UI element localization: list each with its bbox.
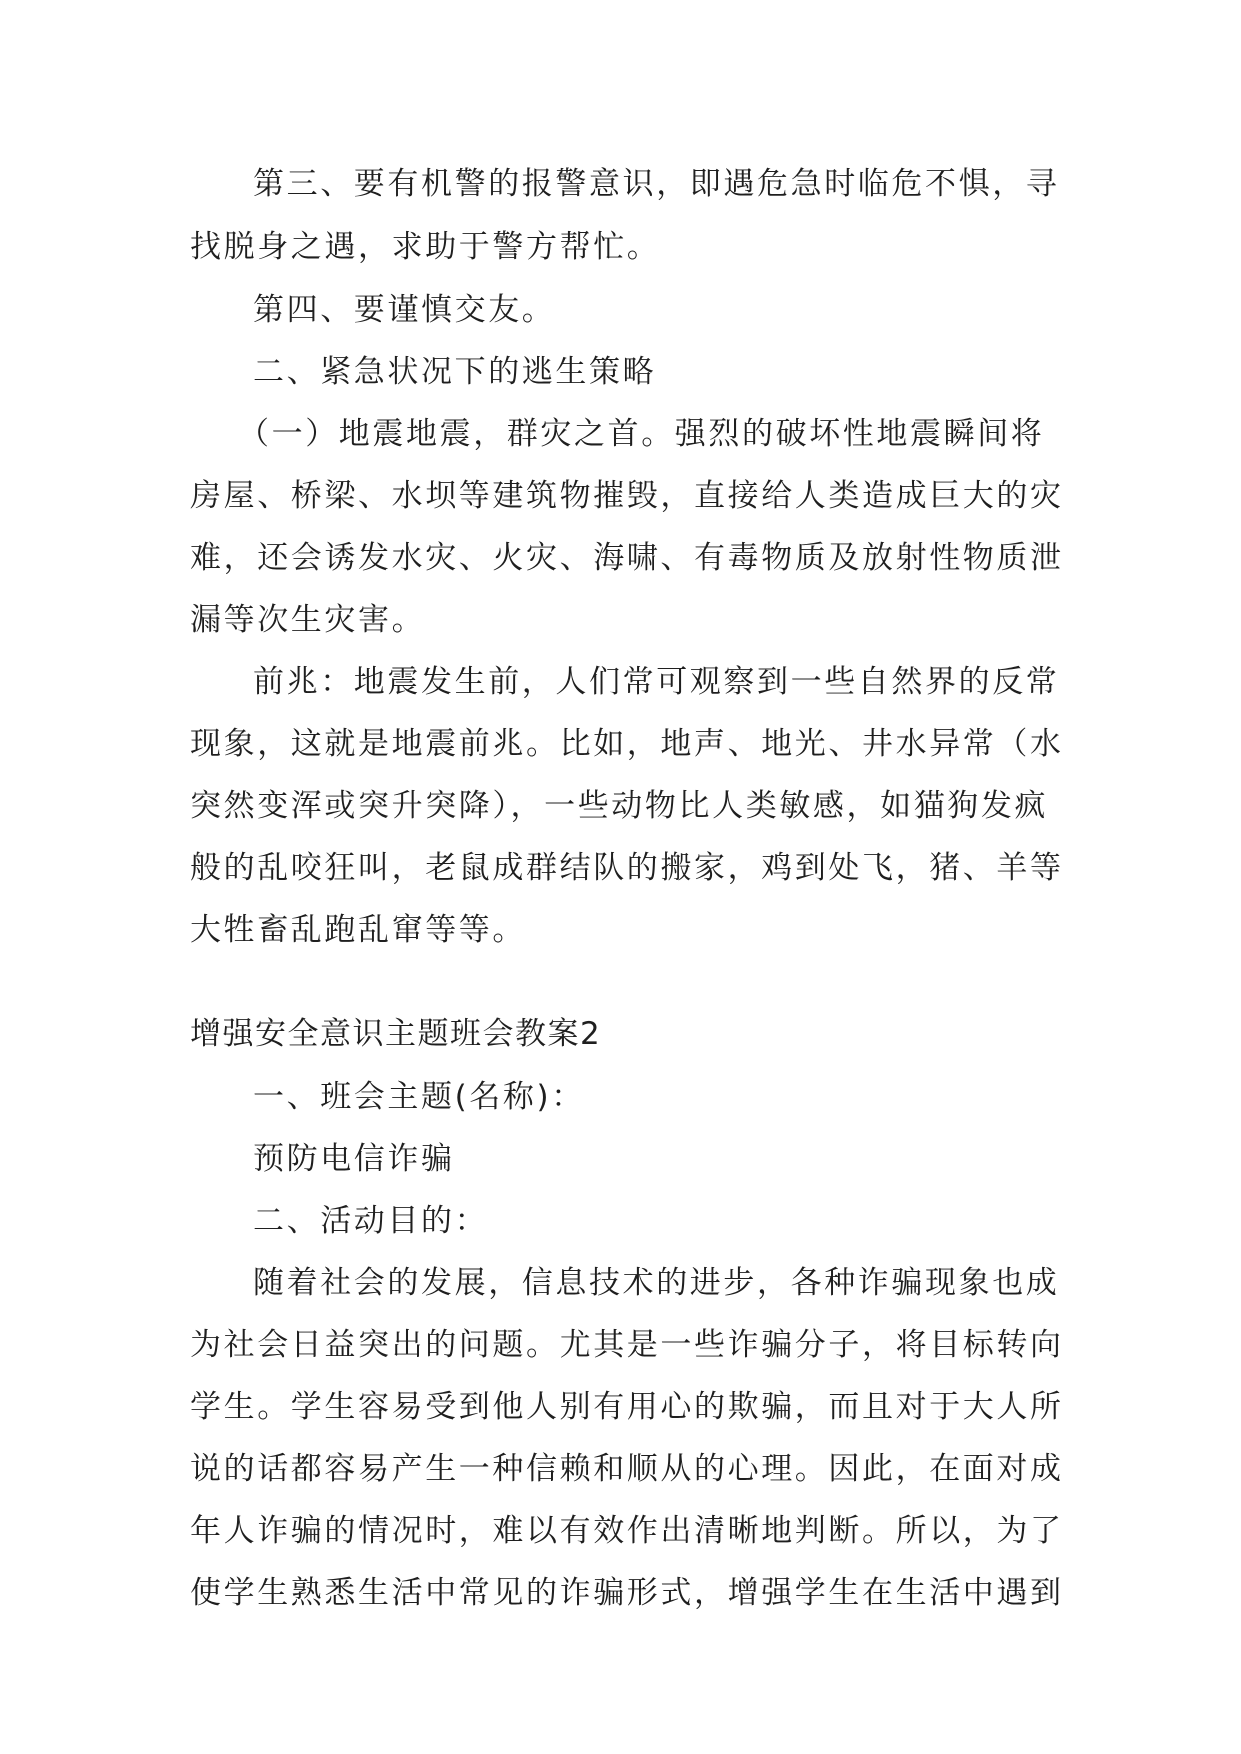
paragraph-line: 现象，这就是地震前兆。比如，地声、地光、井水异常（水 [190, 726, 1064, 762]
paragraph-line: 前兆：地震发生前，人们常可观察到一些自然界的反常 [253, 664, 1060, 700]
paragraph-line: 学生。学生容易受到他人别有用心的欺骗，而且对于大人所 [190, 1389, 1064, 1425]
section-heading: 二、紧急状况下的逃生策略 [253, 354, 657, 390]
paragraph-line: 找脱身之遇，求助于警方帮忙。 [190, 229, 661, 265]
paragraph-line: 大牲畜乱跑乱窜等等。 [190, 912, 526, 948]
paragraph-line: 第三、要有机警的报警意识，即遇危急时临危不惧，寻 [253, 166, 1060, 202]
section-heading: 二、活动目的： [253, 1203, 489, 1239]
paragraph-line: 第四、要谨慎交友。 [253, 292, 556, 328]
section-heading: 一、班会主题(名称)： [253, 1079, 585, 1115]
paragraph-line: 漏等次生灾害。 [190, 602, 426, 638]
paragraph-line: 使学生熟悉生活中常见的诈骗形式，增强学生在生活中遇到 [190, 1575, 1064, 1611]
paragraph-line: 年人诈骗的情况时，难以有效作出清晰地判断。所以，为了 [190, 1513, 1064, 1549]
paragraph-line: 说的话都容易产生一种信赖和顺从的心理。因此，在面对成 [190, 1451, 1064, 1487]
paragraph-line: 房屋、桥梁、水坝等建筑物摧毁，直接给人类造成巨大的灾 [190, 478, 1064, 514]
paragraph-line: 随着社会的发展，信息技术的进步，各种诈骗现象也成 [253, 1265, 1060, 1301]
document-title: 增强安全意识主题班会教案2 [190, 1016, 602, 1052]
paragraph-line: 突然变浑或突升突降），一些动物比人类敏感，如猫狗发疯 [190, 788, 1049, 824]
paragraph-line: （一）地震地震，群灾之首。强烈的破坏性地震瞬间将 [238, 416, 1045, 452]
paragraph-line: 为社会日益突出的问题。尤其是一些诈骗分子，将目标转向 [190, 1327, 1064, 1363]
paragraph-line: 预防电信诈骗 [253, 1141, 455, 1177]
paragraph-line: 难，还会诱发水灾、火灾、海啸、有毒物质及放射性物质泄 [190, 540, 1064, 576]
paragraph-line: 般的乱咬狂叫，老鼠成群结队的搬家，鸡到处飞，猪、羊等 [190, 850, 1064, 886]
